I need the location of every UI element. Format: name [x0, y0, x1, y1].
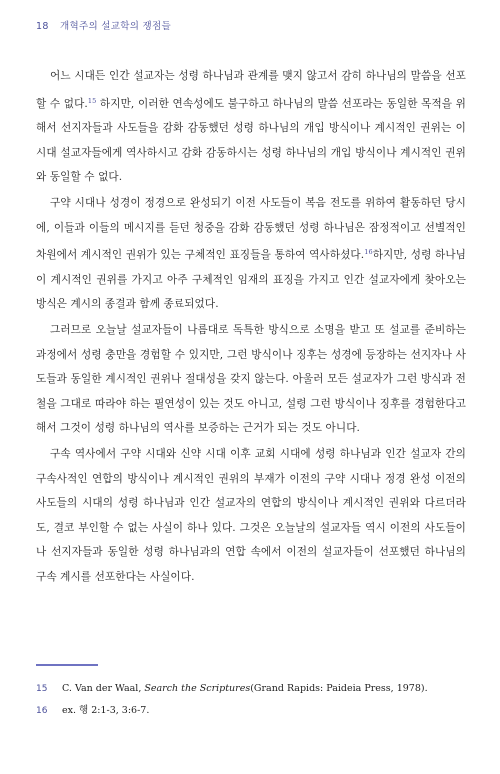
- body-text: [36, 64, 466, 589]
- running-title: 개혁주의 설교학의 쟁점들: [60, 21, 171, 32]
- running-header: [36, 18, 171, 32]
- paragraph: 어느 시대든 인간 설교자는 성령 하나님과 관계를 맺지 않고서 감히 하나님의 말씀을 선포할 수 없다.$^{15}$ 하지만, 이러한 연속성에도 불구하고 하나님의 말씀 선포라는 동일한 목적을 위해서 선지자들과 사도들을 감화 감동했던 성령 하나님의 개입 방식이나 계시적인 권위는 이 시대 설교자들에게 역사하시고 감화 감동하시는 성령 하나님의 개입 방식이나 계시적인 권위와 동일할 수 없다.: [36, 70, 466, 184]
- footnote-ref-15[interactable]: 15: [87, 96, 97, 105]
- paragraph: 구속 역사에서 구약 시대와 신약 시대 이후 교회 시대에 성령 하나님과 인간 설교자 간의 구속사적인 연합의 방식이나 계시적인 권위의 부재가 이전의 구약 시대나 정경 완성 이전의 사도들의 시대의 성령 하나님과 인간 설교자의 연합의 방식이나 계시적인 권위와 다르더라도, 결코 부인할 수 없는 사실이 하나 있다. 그것은 오늘날의 설교자들 역시 이전의 사도들이나 선지자들과 동일한 성령 하나님과의 연합 속에서 이전의 설교자들이 선포했던 하나님의 구속 계시를 선포한다는 사실이다.: [36, 447, 466, 583]
- footnote-16: 16 ex. 행 2:1-3, 3:6-7.: [36, 705, 150, 716]
- footnote-divider: [36, 664, 98, 666]
- paragraph: 그러므로 오늘날 설교자들이 나름대로 독특한 방식으로 소명을 받고 또 설교를 준비하는 과정에서 성령 충만을 경험할 수 있지만, 그런 방식이나 징후는 성경에 등장하는 선지자나 사도들과 동일한 계시적인 권위나 절대성을 갖지 않는다. 아울러 모든 설교자가 그런 방식과 전철을 그대로 따라야 하는 필연성이 있는 것도 아니고, 설령 그런 방식이나 징후를 경험한다고 해서 그것이 성령 하나님의 역사를 보증하는 근거가 되는 것도 아니다.: [36, 323, 466, 435]
- footnote-15: 15 C. Van der Waal, Search the Scriptures(Grand Rapids: Paideia Press, 1978).: [36, 683, 428, 694]
- page-number: 18: [36, 21, 49, 32]
- footnote-number: 16: [36, 706, 48, 716]
- paragraph: 구약 시대나 성경이 정경으로 완성되기 이전 사도들이 복음 전도를 위하여 활동하던 당시에, 이들과 이들의 메시지를 듣던 청중을 감화 감동했던 성령 하나님은 잠정적이고 선별적인 차원에서 계시적인 권위가 있는 구체적인 표징들을 통하여 역사하셨다.$^{16}$하지만, 성령 하나님이 계시적인 권위를 가지고 아주 구체적인 임재의 표징을 가지고 인간 설교자에게 찾아오는 방식은 계시의 종결과 함께 종료되었다.: [36, 196, 466, 311]
- footnote-ref-16[interactable]: 16: [364, 248, 373, 257]
- book-title: Search the Scriptures: [144, 683, 251, 694]
- footnote-number: 15: [36, 684, 48, 694]
